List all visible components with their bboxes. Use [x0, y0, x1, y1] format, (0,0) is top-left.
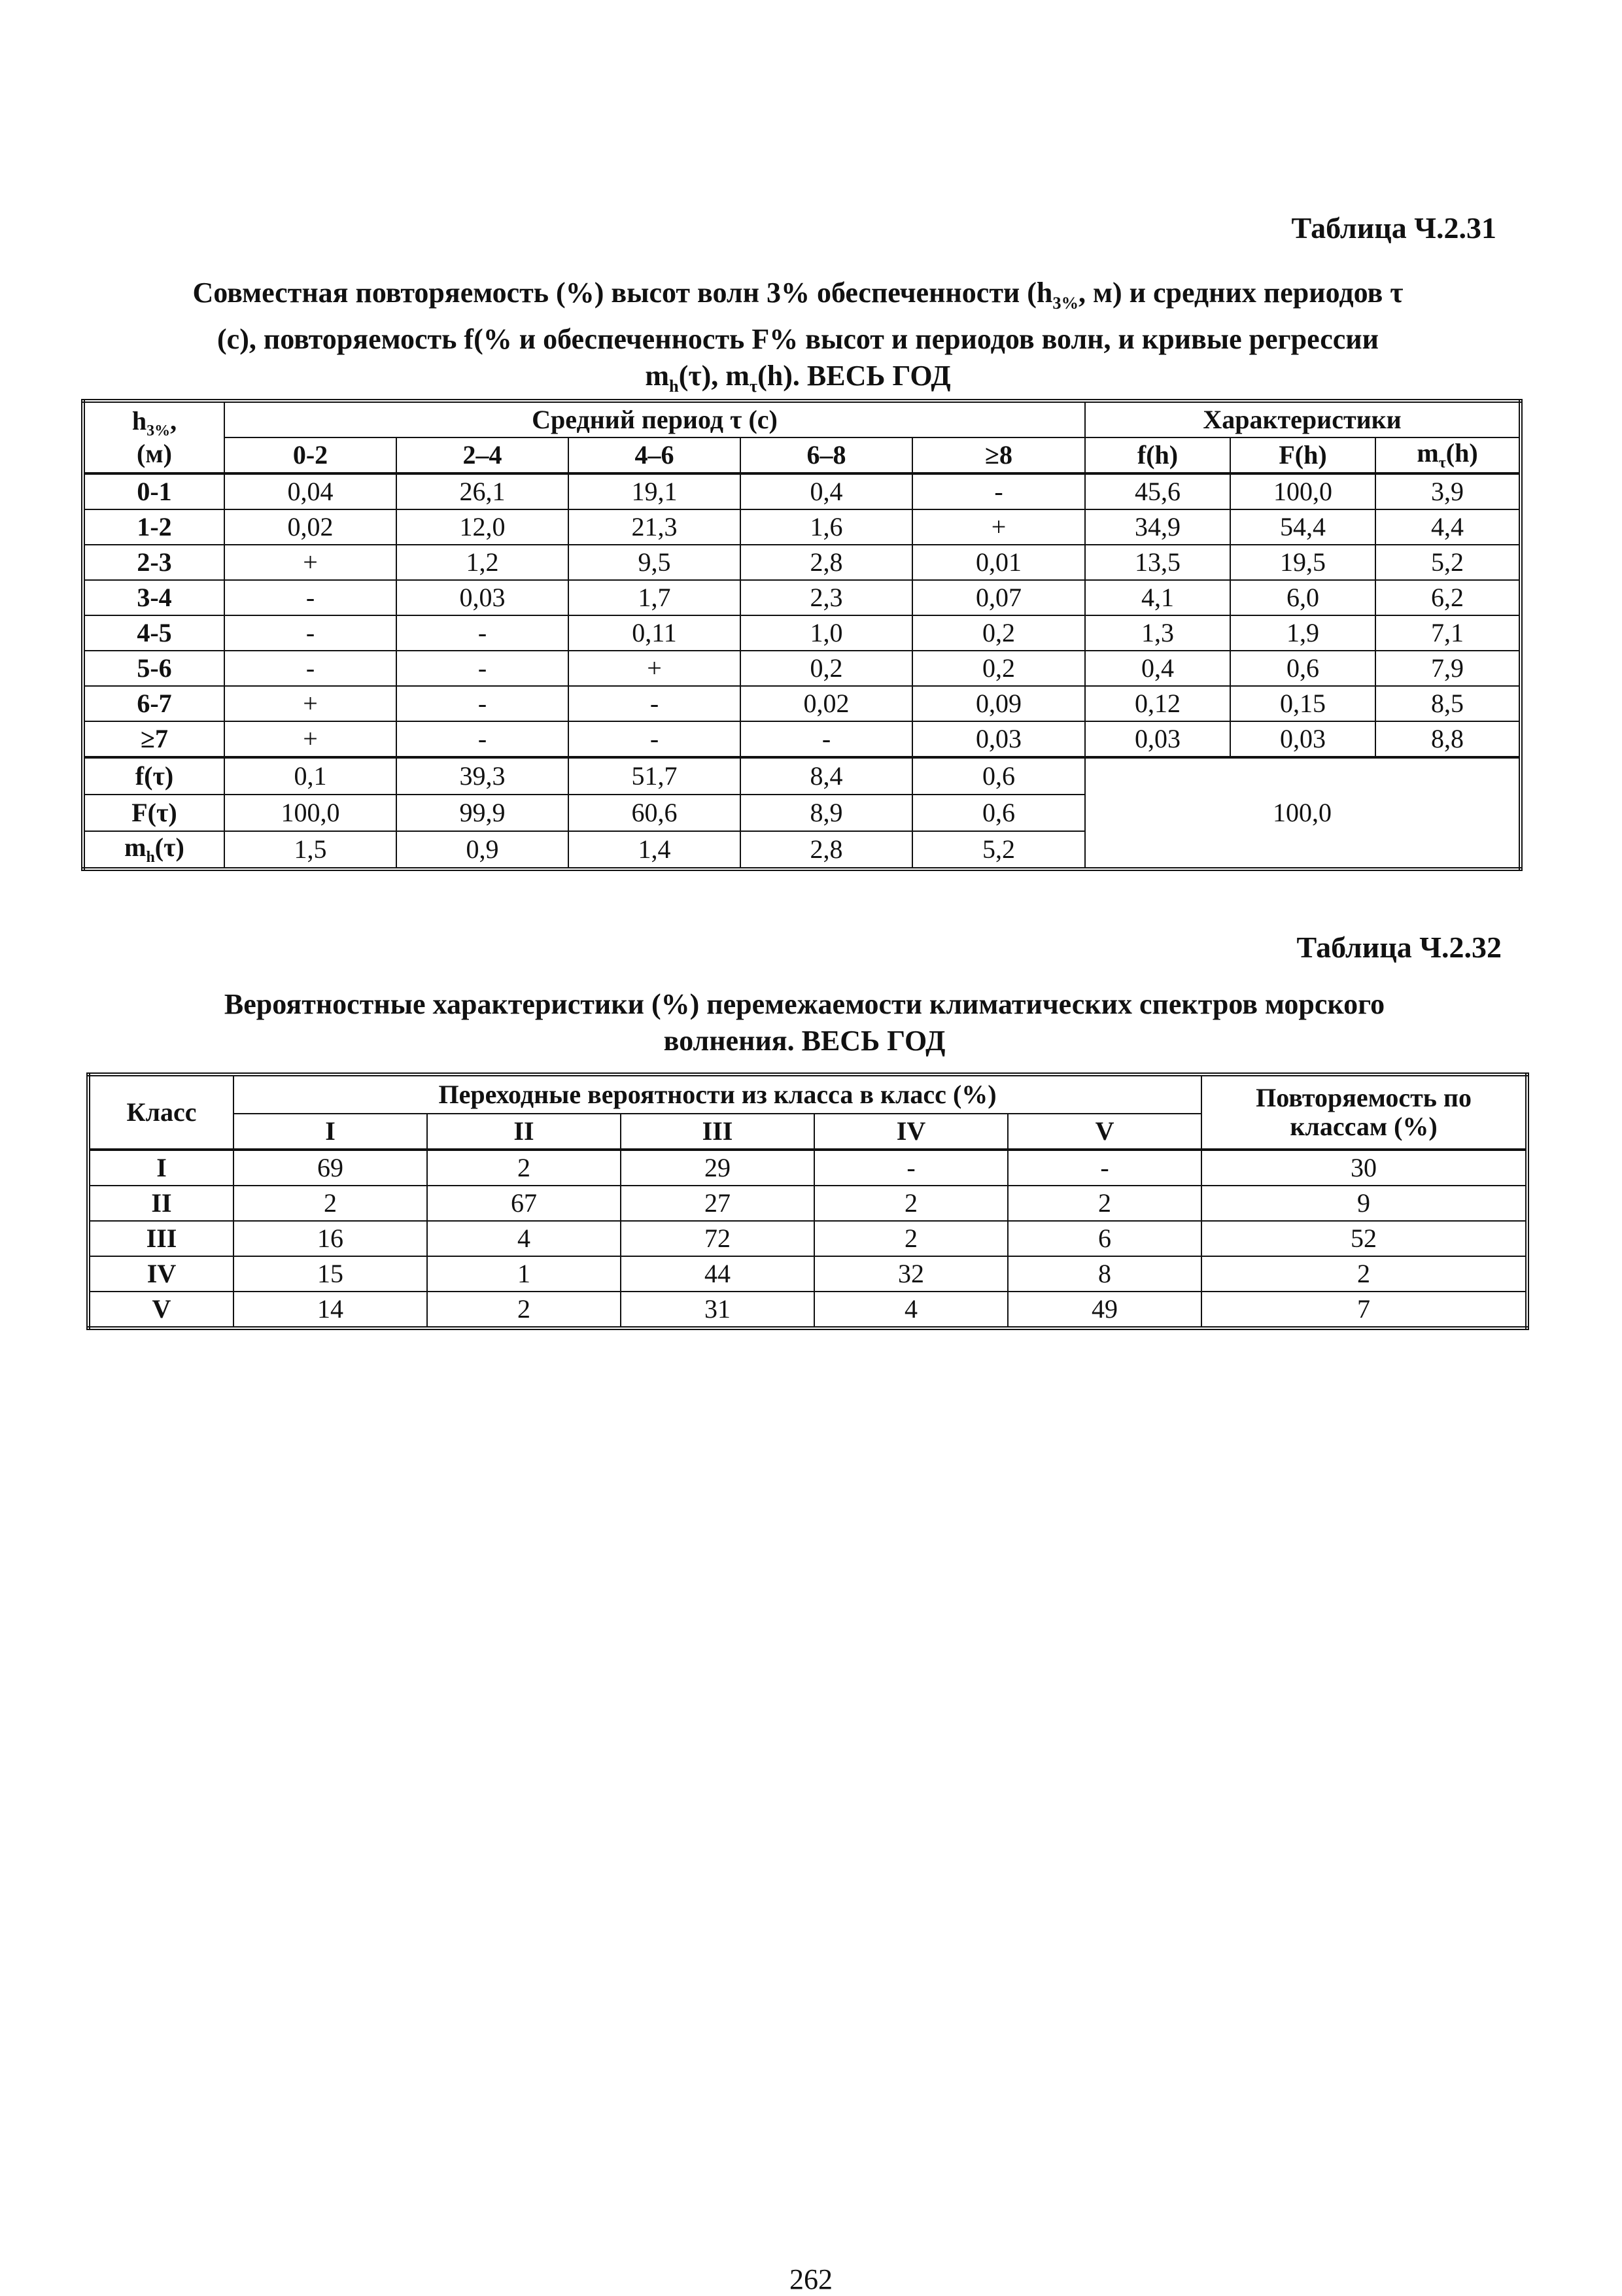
table2-col: V: [1008, 1114, 1201, 1150]
table1-summary-label: $m_h(\tau)$: [83, 831, 224, 869]
table1-cell: 0,4: [740, 473, 912, 509]
table2-repeat-cell: 2: [1201, 1256, 1527, 1292]
table1-cell: -: [740, 721, 912, 757]
table1-summary-cell: 51,7: [568, 757, 740, 795]
table1-cell: 0,2: [912, 615, 1085, 651]
table2-cell: 15: [233, 1256, 427, 1292]
table1-summary-cell: 39,3: [396, 757, 568, 795]
table1-summary-cell: 100,0: [224, 795, 396, 831]
table1-period-col: 4–6: [568, 437, 740, 473]
table1-cell: -: [224, 615, 396, 651]
table1-row-label: 2-3: [83, 545, 224, 580]
table1-summary-cell: 5,2: [912, 831, 1085, 869]
table1-cell: 21,3: [568, 509, 740, 545]
table1-row: [83, 509, 1521, 545]
table1-row-label: 3-4: [83, 580, 224, 615]
table1-cell: 0,09: [912, 686, 1085, 721]
table1-summary-label: f(τ): [83, 757, 224, 795]
table1-char-cell: 0,12: [1085, 686, 1230, 721]
table2-label: Таблица Ч.2.32: [1296, 931, 1502, 964]
table2-cell: 32: [814, 1256, 1008, 1292]
table1-char-cell: 8,5: [1375, 686, 1521, 721]
table2-repeat-header: [1201, 1074, 1527, 1150]
table1-cell: 1,7: [568, 580, 740, 615]
table2-cell: 6: [1008, 1221, 1201, 1256]
table1-cell: 0,03: [396, 580, 568, 615]
table1-hlabel: [83, 401, 224, 473]
table1-row-label: ≥7: [83, 721, 224, 757]
table1-char-col: $m_\tau(h)$: [1375, 437, 1521, 473]
table1-char-cell: 6,2: [1375, 580, 1521, 615]
table1-caption-line-1: Совместная повторяемость (%) высот волн 3% обеспеченности ($h_{3\%}$, м) и средних периодов τ: [192, 277, 1404, 313]
table2-caption-line-1: Вероятностные характеристики (%) перемежаемости климатических спектров морского: [224, 988, 1385, 1020]
table1-char-cell: 54,4: [1230, 509, 1375, 545]
table1-summary-cell: 0,9: [396, 831, 568, 869]
table1-summary-cell: 0,6: [912, 795, 1085, 831]
table1-char-cell: 0,03: [1085, 721, 1230, 757]
table2-caption-line-2: волнения. ВЕСЬ ГОД: [663, 1025, 946, 1057]
table1-cell: 0,11: [568, 615, 740, 651]
table1-char-cell: 0,15: [1230, 686, 1375, 721]
table1-char-cell: 5,2: [1375, 545, 1521, 580]
table2-cell: 4: [814, 1292, 1008, 1328]
page-number: 262: [789, 2263, 833, 2295]
table1-row: [83, 473, 1521, 509]
table2-repeat-cell: 9: [1201, 1186, 1527, 1221]
table2-cell: 2: [233, 1186, 427, 1221]
table1-period-col: 0-2: [224, 437, 396, 473]
table2-cell: 31: [621, 1292, 814, 1328]
table1-cell: -: [224, 651, 396, 686]
table2-cell: 2: [427, 1150, 621, 1186]
table2-cell: 2: [814, 1186, 1008, 1221]
table1-cell: +: [224, 545, 396, 580]
table2-cell: 4: [427, 1221, 621, 1256]
table1-summary-cell: 60,6: [568, 795, 740, 831]
table1-char-group: Характеристики: [1085, 401, 1521, 437]
table1-period-group: Средний период τ (с): [224, 401, 1085, 437]
table1-char-cell: 19,5: [1230, 545, 1375, 580]
table2-col: II: [427, 1114, 621, 1150]
table1-row-label: 6-7: [83, 686, 224, 721]
table1-char-cell: 1,9: [1230, 615, 1375, 651]
table1-row-label: 4-5: [83, 615, 224, 651]
table1-summary-cell: 8,9: [740, 795, 912, 831]
table1-char-cell: 4,4: [1375, 509, 1521, 545]
table1-summary-cell: 99,9: [396, 795, 568, 831]
table1-cell: 0,02: [740, 686, 912, 721]
table1-cell: 0,02: [224, 509, 396, 545]
table2-row: [88, 1150, 1527, 1186]
table1-cell: 1,6: [740, 509, 912, 545]
table1-cell: +: [912, 509, 1085, 545]
table1-summary-row: [83, 757, 1521, 795]
table1-summary-cell: 2,8: [740, 831, 912, 869]
table1-cell: 26,1: [396, 473, 568, 509]
table2-col: I: [233, 1114, 427, 1150]
table2-row: [88, 1256, 1527, 1292]
table2-trans-group: Переходные вероятности из класса в класс (%): [233, 1074, 1201, 1114]
table1-char-cell: 0,6: [1230, 651, 1375, 686]
table1-char-cell: 4,1: [1085, 580, 1230, 615]
table1-char-cell: 0,03: [1230, 721, 1375, 757]
table2-repeat-header-top: Повторяемость по: [1256, 1083, 1472, 1112]
table1-char-cell: 13,5: [1085, 545, 1230, 580]
table2-row: [88, 1221, 1527, 1256]
table1-char-cell: 3,9: [1375, 473, 1521, 509]
table1-char-cell: 1,3: [1085, 615, 1230, 651]
table2-repeat-cell: 7: [1201, 1292, 1527, 1328]
table1-char-cell: 45,6: [1085, 473, 1230, 509]
table1-caption: [78, 275, 1517, 404]
table1-cell: 0,2: [740, 651, 912, 686]
table2-cell: -: [814, 1150, 1008, 1186]
table2-cell: 44: [621, 1256, 814, 1292]
table2-cell: 69: [233, 1150, 427, 1186]
table1-char-col: F(h): [1230, 437, 1375, 473]
table1-row-label: 0-1: [83, 473, 224, 509]
table2-row: [88, 1292, 1527, 1328]
table1-char-cell: 100,0: [1230, 473, 1375, 509]
table1-cell: 1,2: [396, 545, 568, 580]
table2-row-label: III: [88, 1221, 233, 1256]
table1-char-cell: 6,0: [1230, 580, 1375, 615]
table1-char-cell: 7,9: [1375, 651, 1521, 686]
table2-cell: 2: [427, 1292, 621, 1328]
table2-row-label: IV: [88, 1256, 233, 1292]
table1-char-cell: 8,8: [1375, 721, 1521, 757]
table1-cell: -: [396, 615, 568, 651]
table1-header-row-1: [83, 401, 1521, 437]
table1-cell: 2,3: [740, 580, 912, 615]
table2-row-label: II: [88, 1186, 233, 1221]
table1-char-cell: 7,1: [1375, 615, 1521, 651]
table1-row: [83, 580, 1521, 615]
table1-char-col: f(h): [1085, 437, 1230, 473]
table1-period-col: 6–8: [740, 437, 912, 473]
table2-col: IV: [814, 1114, 1008, 1150]
table2-repeat-header-bottom: классам (%): [1290, 1112, 1438, 1141]
table2-cell: 1: [427, 1256, 621, 1292]
table2-cell: 16: [233, 1221, 427, 1256]
table1-cell: 1,0: [740, 615, 912, 651]
table2-repeat-cell: 30: [1201, 1150, 1527, 1186]
table1-row: [83, 686, 1521, 721]
table2-cell: -: [1008, 1150, 1201, 1186]
table1-row: [83, 545, 1521, 580]
table1-cell: -: [568, 721, 740, 757]
table1-cell: 0,03: [912, 721, 1085, 757]
table1-char-cell: 34,9: [1085, 509, 1230, 545]
table2-cell: 2: [1008, 1186, 1201, 1221]
table2-repeat-cell: 52: [1201, 1221, 1527, 1256]
table1-caption-line-3: $m_h(\tau)$, $m_\tau(h)$. ВЕСЬ ГОД: [645, 359, 951, 396]
table1-cell: -: [568, 686, 740, 721]
table2: [86, 1072, 1529, 1330]
table2-cell: 2: [814, 1221, 1008, 1256]
table1-cell: 0,07: [912, 580, 1085, 615]
table2-cell: 8: [1008, 1256, 1201, 1292]
table2-cell: 72: [621, 1221, 814, 1256]
table1-cell: 0,04: [224, 473, 396, 509]
table1-period-col: ≥8: [912, 437, 1085, 473]
table1-cell: 12,0: [396, 509, 568, 545]
table1-char-cell: 0,4: [1085, 651, 1230, 686]
table1-cell: +: [224, 721, 396, 757]
table1-row: [83, 721, 1521, 757]
table2-col: III: [621, 1114, 814, 1150]
table1-row: [83, 651, 1521, 686]
table2-header-row-1: [88, 1074, 1527, 1114]
table1-hlabel-top: $h_{3\%}$,: [131, 405, 177, 439]
table1-row: [83, 615, 1521, 651]
table1-cell: 0,2: [912, 651, 1085, 686]
table1-cell: +: [568, 651, 740, 686]
table1-summary-cell: 0,1: [224, 757, 396, 795]
table2-cell: 67: [427, 1186, 621, 1221]
table1-cell: -: [224, 580, 396, 615]
table1-summary-label: F(τ): [83, 795, 224, 831]
table1-summary-cell: 1,4: [568, 831, 740, 869]
table1-cell: 19,1: [568, 473, 740, 509]
table2-row-label: V: [88, 1292, 233, 1328]
table1-cell: -: [396, 686, 568, 721]
table1-cell: -: [396, 651, 568, 686]
table1-row-label: 1-2: [83, 509, 224, 545]
table1-label: Таблица Ч.2.31: [1291, 211, 1496, 245]
table1-cell: -: [396, 721, 568, 757]
table1-caption-line-2: (с), повторяемость f(% и обеспеченность F% высот и периодов волн, и кривые регрессии: [217, 322, 1379, 355]
table2-row-label: I: [88, 1150, 233, 1186]
table1-header-row-2: [83, 437, 1521, 473]
table1-total: 100,0: [1085, 757, 1521, 869]
table1: [81, 399, 1523, 871]
table1-summary-cell: 1,5: [224, 831, 396, 869]
table1-cell: 0,01: [912, 545, 1085, 580]
table2-cell: 49: [1008, 1292, 1201, 1328]
table1-hlabel-bottom: (м): [137, 439, 172, 469]
table1-row-label: 5-6: [83, 651, 224, 686]
table2-caption: [92, 986, 1517, 1059]
table2-row: [88, 1186, 1527, 1221]
table2-cell: 27: [621, 1186, 814, 1221]
table1-summary-cell: 8,4: [740, 757, 912, 795]
table2-cell: 14: [233, 1292, 427, 1328]
table1-cell: 2,8: [740, 545, 912, 580]
table1-summary-cell: 0,6: [912, 757, 1085, 795]
table1-cell: 9,5: [568, 545, 740, 580]
table1-cell: +: [224, 686, 396, 721]
table2-cell: 29: [621, 1150, 814, 1186]
table2-class-label: Класс: [88, 1074, 233, 1150]
table1-period-col: 2–4: [396, 437, 568, 473]
table1-cell: -: [912, 473, 1085, 509]
